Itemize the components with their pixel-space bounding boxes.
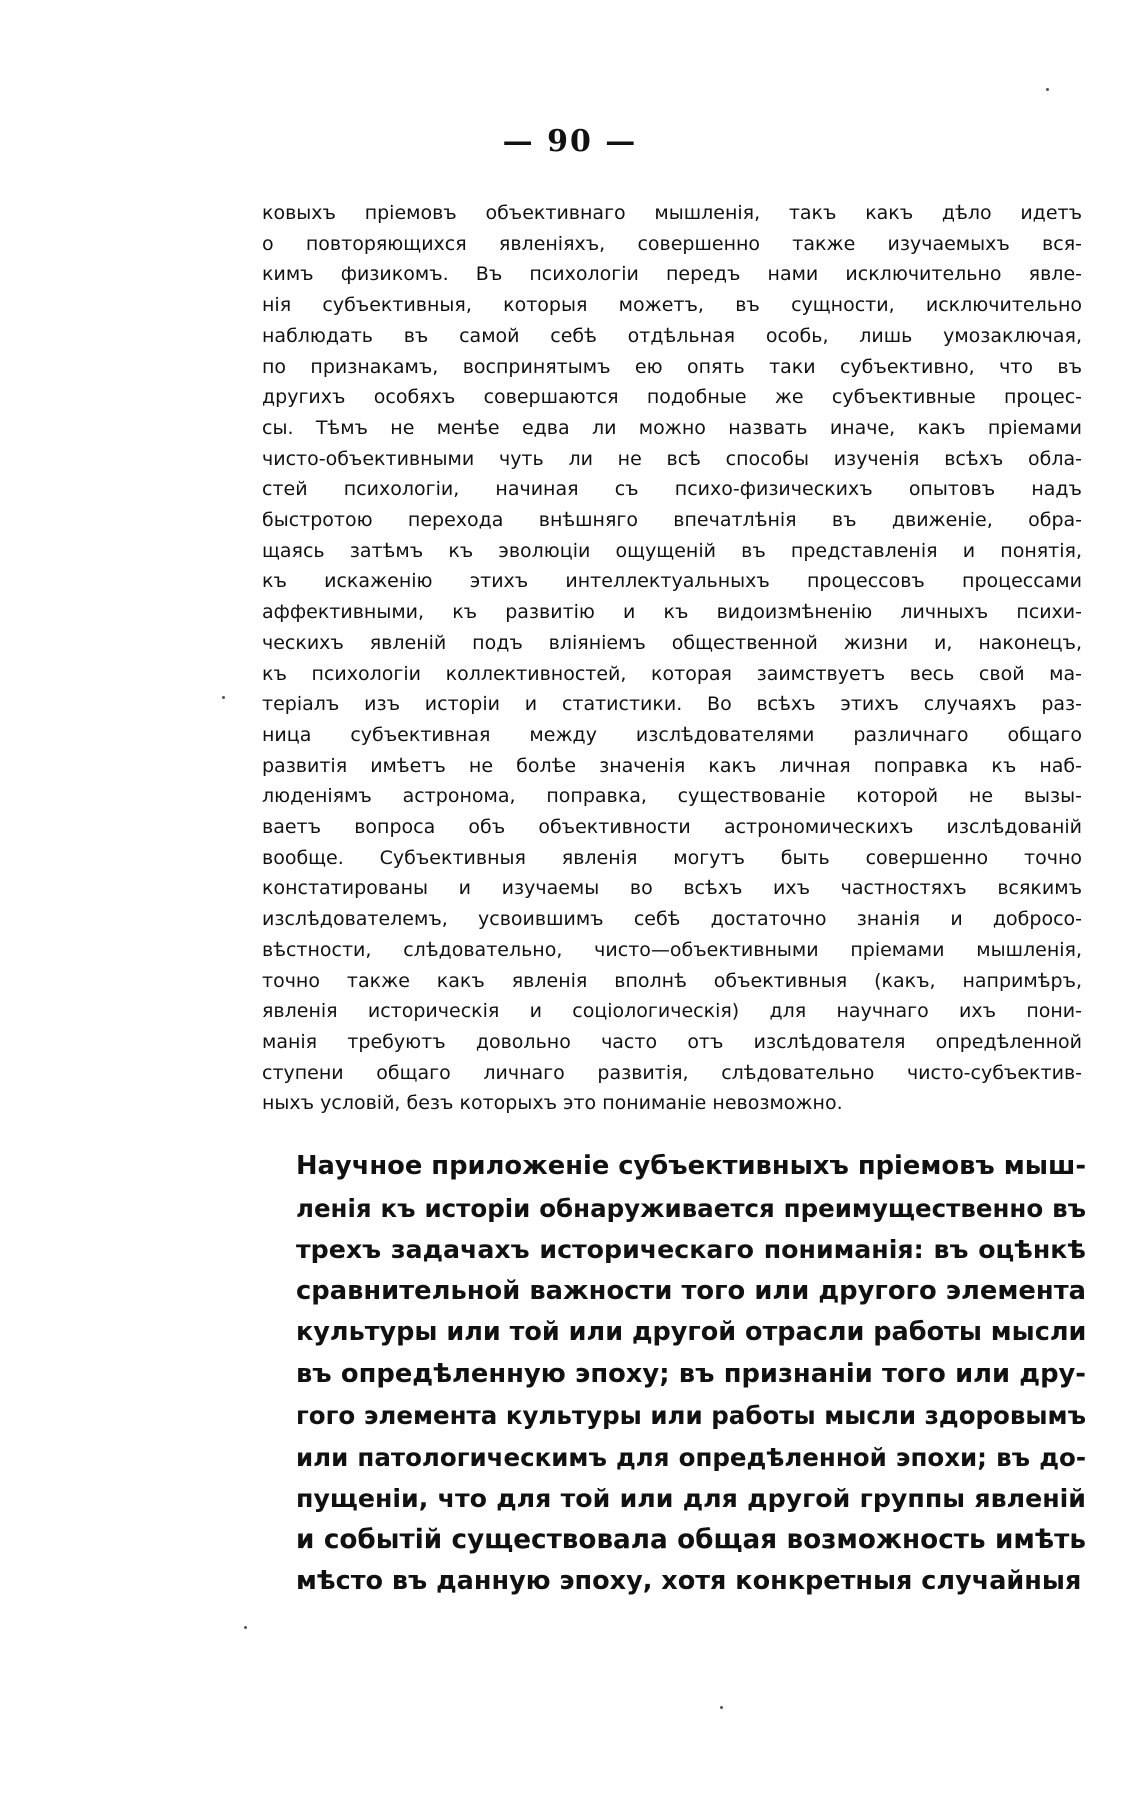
text-line: трехъ задачахъ историческаго пониманія: въ оцѣнкѣ	[296, 1235, 1086, 1264]
text-line: явленія историческія и соціологическія) для научнаго ихъ пони-	[262, 1000, 1082, 1023]
text-line: по признакамъ, воспринятымъ ею опять таки субъективно, что въ	[262, 355, 1082, 378]
text-line: другихъ особяхъ совершаются подобные же субъективные процес-	[262, 386, 1082, 409]
text-line: теріалъ изъ исторіи и статистики. Во всѣхъ этихъ случаяхъ раз-	[262, 693, 1082, 716]
paragraph-large-print	[296, 1146, 1086, 1603]
text-line: культуры или той или другой отрасли работы мысли	[296, 1317, 1086, 1347]
paragraph-small-print	[262, 198, 1082, 1119]
text-line: вообще. Субъективныя явленія могутъ быть совершенно точно	[262, 846, 1082, 869]
text-line: о повторяющихся явленіяхъ, совершенно также изучаемыхъ вся-	[262, 232, 1082, 255]
text-line: манія требуютъ довольно часто отъ изслѣдователя опредѣленной	[262, 1030, 1082, 1053]
text-line: ленія къ исторіи обнаруживается преимущественно въ	[296, 1193, 1086, 1223]
paper-speck	[244, 1626, 247, 1629]
text-line: пущеніи, что для той или для другой группы явленій	[296, 1484, 1086, 1513]
text-line: нія субъективныя, которыя можетъ, въ сущности, исключительно	[262, 294, 1082, 317]
text-line: развитія имѣетъ не болѣе значенія какъ личная поправка къ наб-	[262, 754, 1082, 777]
text-line: аффективными, къ развитію и къ видоизмѣненію личныхъ психи-	[262, 601, 1082, 624]
text-line: мѣсто въ данную эпоху, хотя конкретныя случайныя	[296, 1566, 1082, 1596]
text-line: къ психологіи коллективностей, которая заимствуетъ весь свой ма-	[262, 662, 1082, 685]
paper-speck	[720, 1706, 723, 1709]
text-line: ница субъективная между изслѣдователями различнаго общаго	[262, 723, 1082, 746]
text-line: или патологическимъ для опредѣленной эпохи; въ до-	[296, 1442, 1086, 1472]
text-line: наблюдать въ самой себѣ отдѣльная особь, лишь умозаключая,	[262, 324, 1082, 347]
text-line: Научное приложеніе субъективныхъ пріемовъ мыш-	[296, 1151, 1086, 1181]
text-line: констатированы и изучаемы во всѣхъ ихъ частностяхъ всякимъ	[262, 877, 1082, 900]
paper-speck	[1046, 88, 1049, 91]
text-line: ступени общаго личнаго развитія, слѣдовательно чисто-субъектив-	[262, 1061, 1082, 1084]
text-line: сравнительной важности того или другого элемента	[296, 1275, 1086, 1306]
text-line: изслѣдователемъ, усвоившимъ себѣ достаточно знанія и добросо-	[262, 908, 1082, 931]
text-line: быстротою перехода внѣшняго впечатлѣнія въ движеніе, обра-	[262, 509, 1082, 532]
paper-speck	[222, 696, 225, 699]
text-line: гого элемента культуры или работы мысли здоровымъ	[296, 1401, 1086, 1430]
text-line: сы. Тѣмъ не менѣе едва ли можно назвать иначе, какъ пріемами	[262, 416, 1082, 439]
text-line: щаясь затѣмъ къ эволюціи ощущеній въ представленія и понятія,	[262, 539, 1082, 562]
text-line: ковыхъ пріемовъ объективнаго мышленія, такъ какъ дѣло идетъ	[262, 202, 1082, 224]
text-line: ваетъ вопроса объ объективности астрономическихъ изслѣдованій	[262, 816, 1082, 839]
text-line: ческихъ явленій подъ вліяніемъ общественной жизни и, наконецъ,	[262, 631, 1082, 654]
text-line: и событій существовала общая возможность имѣть	[296, 1524, 1086, 1555]
text-line: точно также какъ явленія вполнѣ объективныя (какъ, напримѣръ,	[262, 969, 1082, 992]
page-number: — 90 —	[502, 124, 638, 159]
text-line: въ опредѣленную эпоху; въ признаніи того или дру-	[296, 1358, 1086, 1389]
text-line: ныхъ условій, безъ которыхъ это пониманіе невозможно.	[262, 1092, 843, 1115]
text-line: кимъ физикомъ. Въ психологіи передъ нами исключительно явле-	[262, 263, 1082, 286]
text-line: чисто-объективными чуть ли не всѣ способы изученія всѣхъ обла-	[262, 447, 1082, 470]
text-line: стей психологіи, начиная съ психо-физическихъ опытовъ надъ	[262, 478, 1082, 501]
text-line: вѣстности, слѣдовательно, чисто—объективными пріемами мышленія,	[262, 938, 1082, 961]
text-line: къ искаженію этихъ интеллектуальныхъ процессовъ процессами	[262, 570, 1082, 593]
text-line: люденіямъ астронома, поправка, существованіе которой не вызы-	[262, 785, 1082, 808]
